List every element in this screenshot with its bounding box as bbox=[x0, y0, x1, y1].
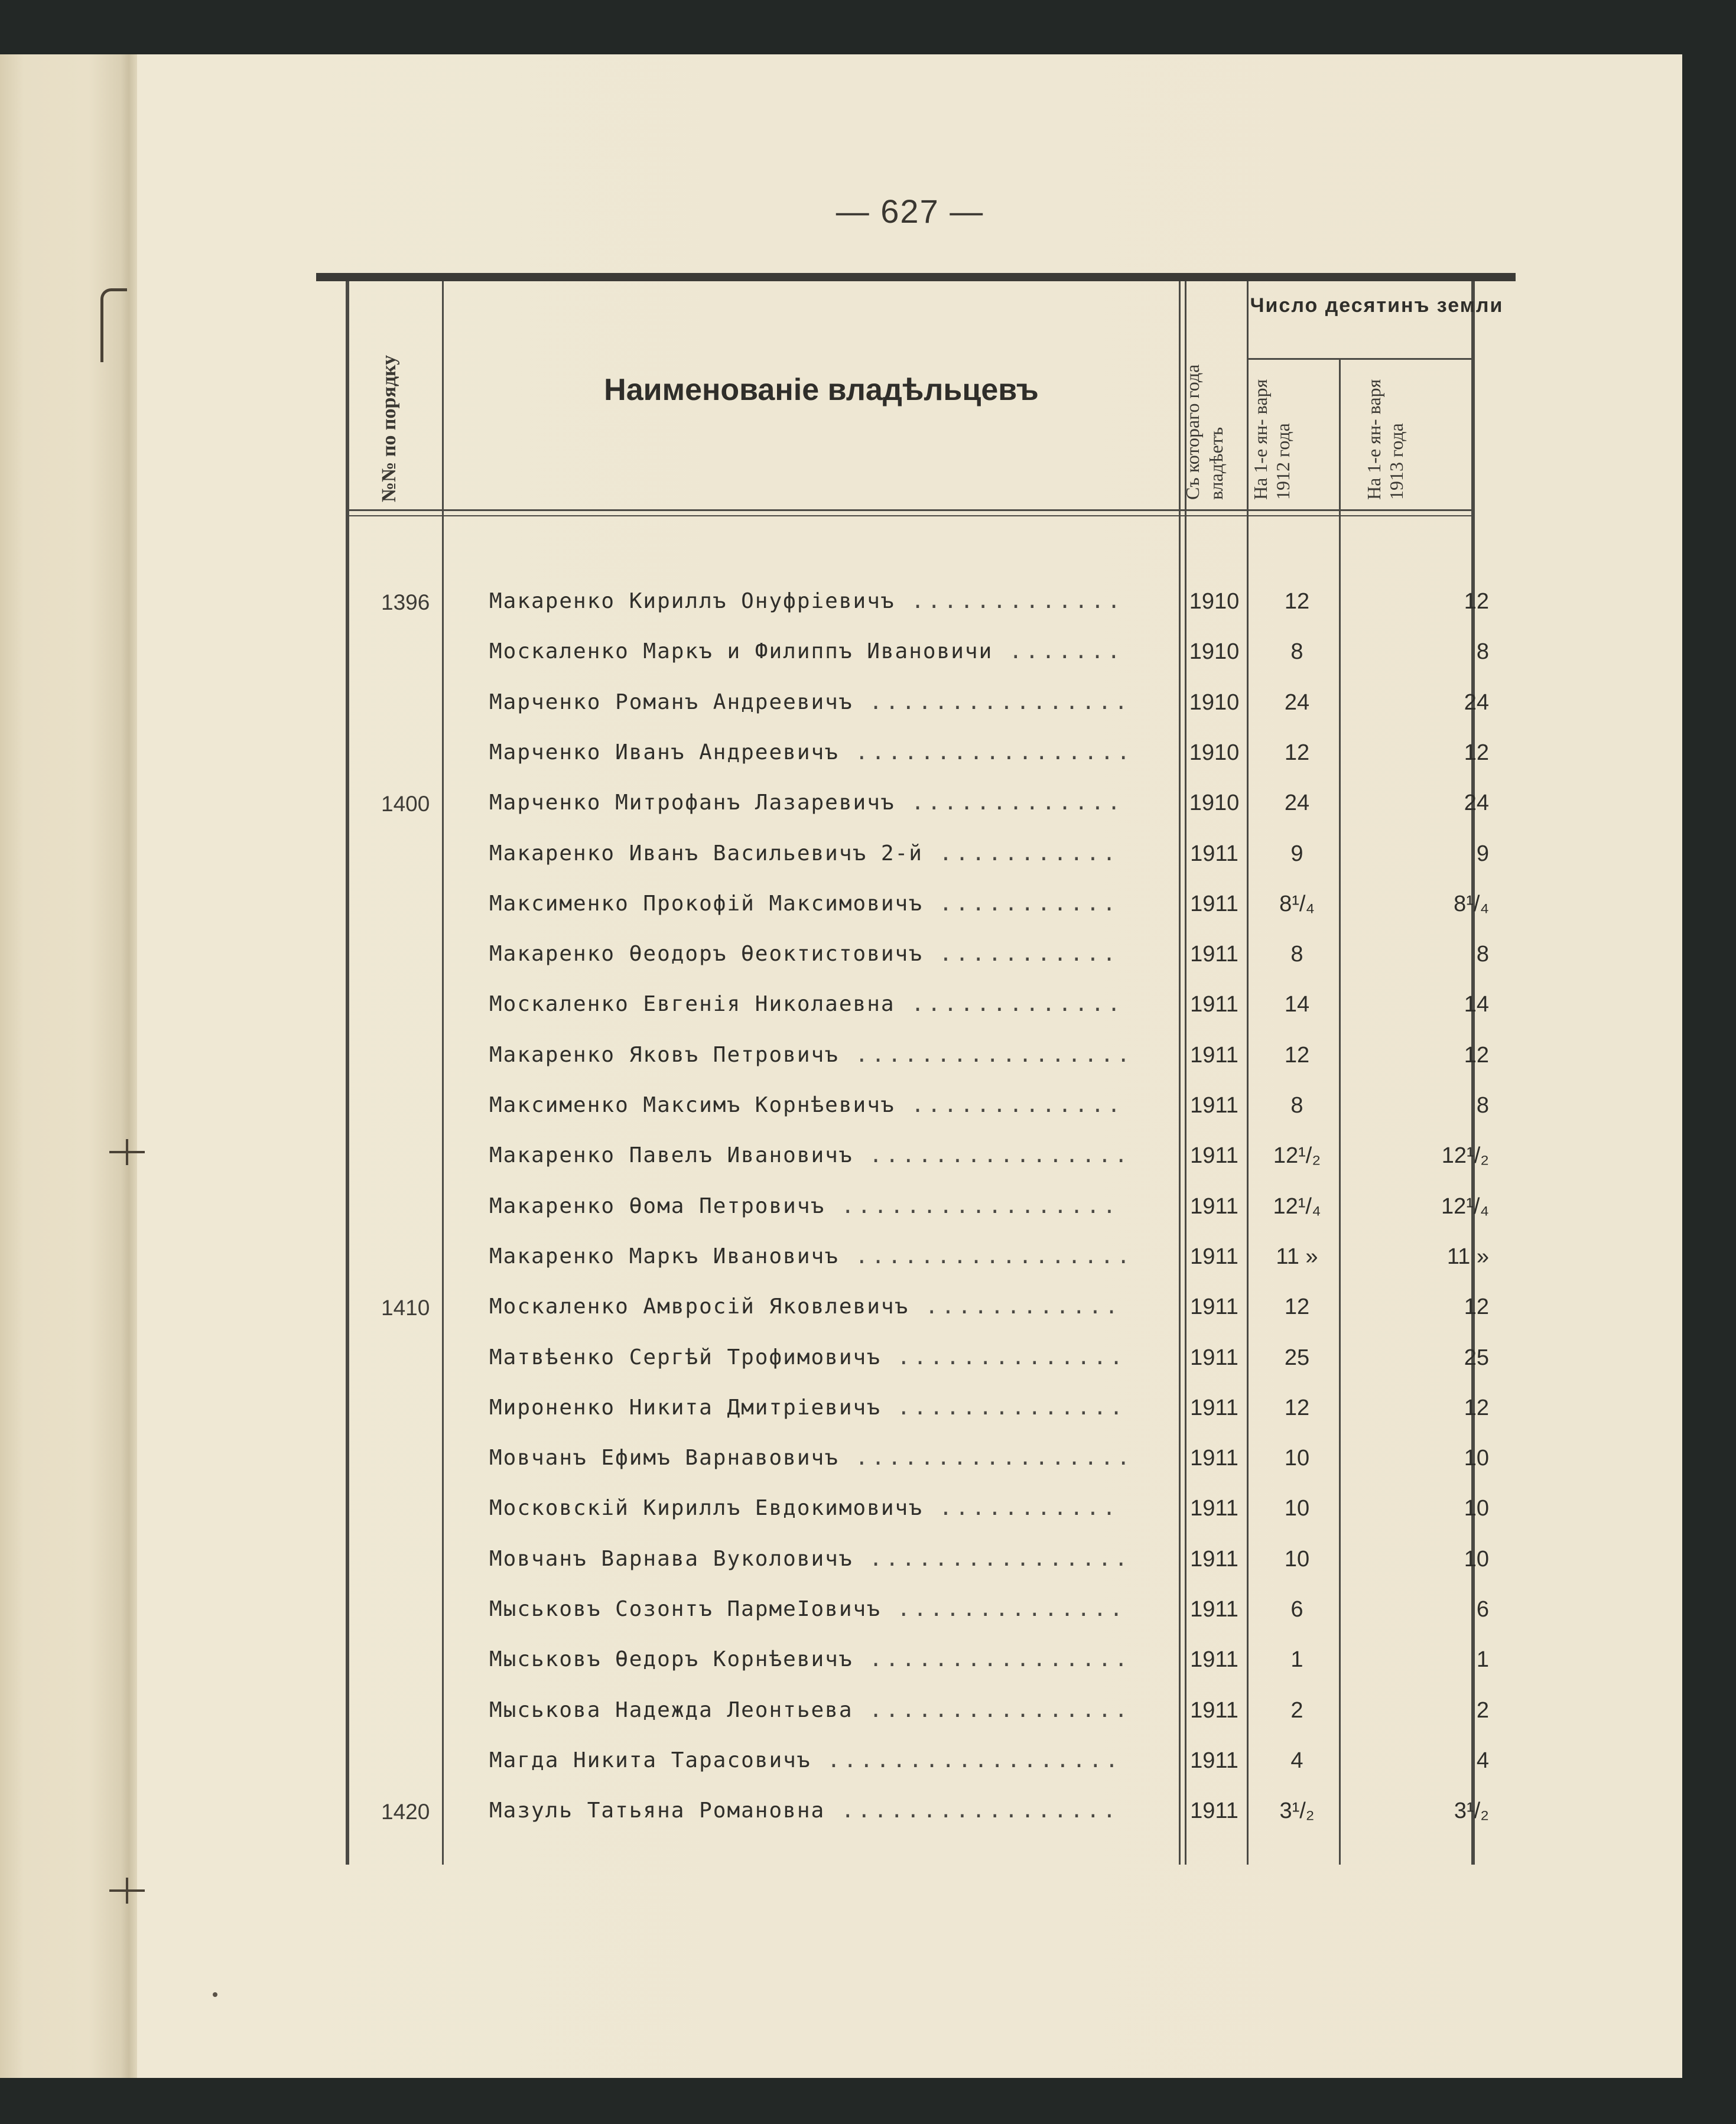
row-desyatin-1912: 10 bbox=[1284, 1496, 1310, 1521]
row-owner-name bbox=[489, 1396, 1494, 1420]
row-desyatin-1913: 1 bbox=[1476, 1647, 1489, 1673]
row-desyatin-1913: 9 bbox=[1476, 841, 1489, 866]
owner-name-text: Мыськовъ Ѳедоръ Корнѣевичъ bbox=[489, 1647, 853, 1672]
row-desyatin-1913: 8¹/₄ bbox=[1454, 891, 1489, 916]
row-owner-name bbox=[489, 1244, 1494, 1268]
owner-name-text: Макаренко Яковъ Петровичъ bbox=[489, 1042, 839, 1067]
group-header-rule bbox=[1247, 358, 1471, 360]
row-desyatin-1913: 12 bbox=[1464, 1395, 1489, 1420]
row-desyatin-1913: 11 » bbox=[1446, 1244, 1489, 1269]
table-row bbox=[331, 1388, 1489, 1430]
row-desyatin-1912: 3¹/₂ bbox=[1279, 1798, 1315, 1824]
row-desyatin-1912: 12 bbox=[1284, 589, 1310, 614]
table-top-rule bbox=[316, 273, 1516, 281]
leader-dots: ....... bbox=[993, 639, 1124, 664]
owner-name-text: Макаренко Ѳома Петровичъ bbox=[489, 1193, 825, 1218]
row-year: 1911 bbox=[1190, 942, 1238, 967]
row-desyatin-1912: 12¹/₂ bbox=[1273, 1143, 1321, 1169]
row-year: 1911 bbox=[1190, 1597, 1238, 1622]
row-owner-name bbox=[489, 1798, 1494, 1823]
header-order-number: №№ по порядку bbox=[378, 354, 400, 502]
owner-name-text: Максименко Максимъ Корнѣевичъ bbox=[489, 1093, 895, 1117]
table-row bbox=[331, 1540, 1489, 1581]
table-row bbox=[331, 1439, 1489, 1480]
row-desyatin-1913: 3¹/₂ bbox=[1454, 1798, 1489, 1824]
header-desyatin-group: Число десятинъ земли bbox=[1250, 294, 1504, 317]
row-desyatin-1913: 8 bbox=[1476, 942, 1489, 967]
row-order-number: 1396 bbox=[381, 590, 430, 614]
row-year: 1910 bbox=[1189, 791, 1240, 816]
row-owner-name bbox=[489, 1345, 1494, 1370]
row-desyatin-1912: 8 bbox=[1290, 639, 1303, 665]
leader-dots: .............. bbox=[880, 1345, 1126, 1370]
row-order-number: 1410 bbox=[381, 1296, 430, 1320]
row-desyatin-1912: 12¹/₄ bbox=[1273, 1193, 1321, 1219]
leader-dots: ................ bbox=[853, 1143, 1131, 1168]
table-row bbox=[331, 1741, 1489, 1783]
owner-name-text: Мовчанъ Варнава Вуколовичъ bbox=[489, 1546, 853, 1571]
row-desyatin-1912: 25 bbox=[1284, 1345, 1310, 1370]
owner-name-text: Матвѣенко Сергѣй Трофимовичъ bbox=[489, 1345, 881, 1370]
leader-dots: ........... bbox=[922, 841, 1119, 866]
row-desyatin-1913: 12 bbox=[1464, 740, 1489, 765]
leader-dots: ............. bbox=[895, 791, 1124, 815]
row-year: 1911 bbox=[1190, 1093, 1238, 1118]
owner-name-text: Москаленко Маркъ и Филиппъ Ивановичи bbox=[489, 639, 993, 664]
row-desyatin-1913: 12 bbox=[1464, 1294, 1489, 1320]
leader-dots: ................ bbox=[853, 1647, 1131, 1672]
row-desyatin-1913: 24 bbox=[1464, 689, 1489, 715]
leader-dots: ........... bbox=[922, 891, 1119, 916]
header-year-since: Съ котораго года владѣетъ bbox=[1182, 364, 1227, 500]
row-year: 1911 bbox=[1190, 1446, 1238, 1471]
table-row bbox=[331, 1237, 1489, 1279]
row-owner-name bbox=[489, 841, 1494, 866]
owner-name-text: Мыськова Надежда Леонтьева bbox=[489, 1697, 853, 1722]
leader-dots: ................. bbox=[825, 1798, 1120, 1823]
row-desyatin-1913: 12 bbox=[1464, 1042, 1489, 1068]
row-order-number: 1420 bbox=[381, 1800, 430, 1824]
row-desyatin-1912: 4 bbox=[1290, 1748, 1303, 1773]
leader-dots: ........... bbox=[922, 1496, 1119, 1521]
row-desyatin-1912: 11 » bbox=[1276, 1244, 1318, 1269]
row-desyatin-1912: 8 bbox=[1290, 942, 1303, 967]
row-owner-name bbox=[489, 1748, 1494, 1772]
owner-name-text: Макаренко Кириллъ Онуфріевичъ bbox=[489, 589, 895, 613]
row-desyatin-1912: 6 bbox=[1290, 1597, 1303, 1622]
leader-dots: ................. bbox=[838, 1446, 1133, 1471]
owner-name-text: Москаленко Евгенія Николаевна bbox=[489, 992, 895, 1017]
row-desyatin-1913: 25 bbox=[1464, 1345, 1489, 1370]
table-row bbox=[331, 632, 1489, 674]
leader-dots: .................. bbox=[811, 1748, 1122, 1772]
table-row bbox=[331, 935, 1489, 976]
table-row bbox=[331, 683, 1489, 724]
owner-name-text: Макаренко Иванъ Васильевичъ 2-й bbox=[489, 841, 923, 866]
leader-dots: ................ bbox=[853, 1697, 1131, 1722]
header-owner-name: Наименованіе владѣльцевъ bbox=[604, 373, 1039, 407]
row-desyatin-1913: 8 bbox=[1476, 1093, 1489, 1118]
row-desyatin-1912: 14 bbox=[1284, 992, 1310, 1017]
row-desyatin-1912: 2 bbox=[1290, 1697, 1303, 1723]
row-desyatin-1912: 1 bbox=[1290, 1647, 1303, 1673]
row-order-number: 1400 bbox=[381, 792, 430, 817]
row-desyatin-1913: 2 bbox=[1476, 1697, 1489, 1723]
spine-shadow bbox=[0, 54, 24, 2078]
header-jan-1913: На 1-е ян- варя 1913 года bbox=[1363, 379, 1407, 500]
owner-name-text: Мыськовъ Созонтъ ПармеIовичъ bbox=[489, 1597, 881, 1621]
row-desyatin-1912: 24 bbox=[1284, 689, 1310, 715]
row-year: 1910 bbox=[1189, 689, 1240, 715]
row-year: 1910 bbox=[1189, 740, 1240, 765]
table-row bbox=[331, 985, 1489, 1026]
owner-name-text: Москаленко Амвросій Яковлевичъ bbox=[489, 1294, 909, 1319]
leader-dots: ................. bbox=[838, 740, 1133, 765]
binding-mark-vertical bbox=[126, 1139, 128, 1165]
table-row bbox=[331, 884, 1489, 926]
row-desyatin-1912: 9 bbox=[1290, 841, 1303, 866]
row-desyatin-1913: 12 bbox=[1464, 589, 1489, 614]
row-year: 1911 bbox=[1190, 1647, 1238, 1673]
table-row bbox=[331, 834, 1489, 876]
owner-name-text: Мазуль Татьяна Романовна bbox=[489, 1798, 825, 1823]
row-desyatin-1912: 12 bbox=[1284, 1042, 1310, 1068]
row-desyatin-1913: 6 bbox=[1476, 1597, 1489, 1622]
row-year: 1911 bbox=[1190, 1193, 1238, 1219]
leader-dots: ............. bbox=[895, 992, 1124, 1017]
leader-dots: ................ bbox=[853, 1546, 1131, 1571]
leader-dots: ................. bbox=[838, 1244, 1133, 1268]
owner-name-text: Макаренко Ѳеодоръ Ѳеоктистовичъ bbox=[489, 942, 923, 967]
leader-dots: ............. bbox=[895, 1093, 1124, 1117]
row-year: 1911 bbox=[1190, 1697, 1238, 1723]
row-owner-name bbox=[489, 1547, 1494, 1571]
owner-name-text: Московскій Кириллъ Евдокимовичъ bbox=[489, 1496, 923, 1521]
leader-dots: ............ bbox=[909, 1294, 1121, 1319]
row-owner-name bbox=[489, 1194, 1494, 1218]
table-row bbox=[331, 1086, 1489, 1127]
owner-name-text: Макаренко Павелъ Ивановичъ bbox=[489, 1143, 853, 1168]
table-row bbox=[331, 783, 1489, 825]
row-owner-name bbox=[489, 1093, 1494, 1117]
row-owner-name bbox=[489, 791, 1494, 815]
row-year: 1911 bbox=[1190, 1294, 1238, 1320]
row-year: 1911 bbox=[1190, 1748, 1238, 1773]
row-desyatin-1912: 10 bbox=[1284, 1446, 1310, 1471]
owner-name-text: Марченко Романъ Андреевичъ bbox=[489, 689, 853, 714]
table-row bbox=[331, 582, 1489, 623]
leader-dots: .............. bbox=[880, 1395, 1126, 1420]
row-owner-name bbox=[489, 942, 1494, 966]
table-row bbox=[331, 733, 1489, 775]
row-year: 1910 bbox=[1189, 639, 1240, 665]
row-desyatin-1913: 8 bbox=[1476, 639, 1489, 665]
row-desyatin-1912: 12 bbox=[1284, 740, 1310, 765]
table-row bbox=[331, 1036, 1489, 1077]
table-row bbox=[331, 1489, 1489, 1530]
row-year: 1911 bbox=[1190, 1042, 1238, 1068]
row-year: 1911 bbox=[1190, 891, 1238, 916]
row-year: 1911 bbox=[1190, 841, 1238, 866]
row-desyatin-1912: 10 bbox=[1284, 1546, 1310, 1572]
table-row bbox=[331, 1187, 1489, 1228]
leader-dots: .............. bbox=[880, 1597, 1126, 1621]
paper-speck bbox=[213, 1992, 217, 1997]
owner-name-text: Макаренко Маркъ Ивановичъ bbox=[489, 1244, 839, 1268]
row-desyatin-1913: 10 bbox=[1464, 1546, 1489, 1572]
table-row bbox=[331, 1338, 1489, 1380]
leader-dots: ............. bbox=[895, 589, 1124, 613]
row-desyatin-1913: 4 bbox=[1476, 1748, 1489, 1773]
row-year: 1911 bbox=[1190, 992, 1238, 1017]
row-owner-name bbox=[489, 1647, 1494, 1671]
row-year: 1911 bbox=[1190, 1546, 1238, 1572]
row-desyatin-1913: 14 bbox=[1464, 992, 1489, 1017]
row-owner-name bbox=[489, 1294, 1494, 1319]
row-year: 1911 bbox=[1190, 1496, 1238, 1521]
header-jan-1912: На 1-е ян- варя 1912 года bbox=[1250, 379, 1293, 500]
row-owner-name bbox=[489, 690, 1494, 714]
row-owner-name bbox=[489, 1496, 1494, 1520]
row-year: 1911 bbox=[1190, 1244, 1238, 1269]
table-row bbox=[331, 1287, 1489, 1329]
row-owner-name bbox=[489, 1446, 1494, 1470]
leader-dots: ................. bbox=[838, 1042, 1133, 1067]
row-year: 1911 bbox=[1190, 1345, 1238, 1370]
header-bottom-rule bbox=[346, 509, 1471, 511]
binding-mark-vertical bbox=[126, 1878, 128, 1904]
row-desyatin-1912: 8 bbox=[1290, 1093, 1303, 1118]
owner-name-text: Марченко Митрофанъ Лазаревичъ bbox=[489, 791, 895, 815]
leader-dots: ................ bbox=[853, 689, 1131, 714]
row-owner-name bbox=[489, 639, 1494, 663]
row-desyatin-1913: 10 bbox=[1464, 1496, 1489, 1521]
page-number: — 627 — bbox=[836, 193, 984, 230]
owner-name-text: Мироненко Никита Дмитріевичъ bbox=[489, 1395, 881, 1420]
row-owner-name bbox=[489, 589, 1494, 613]
row-desyatin-1913: 10 bbox=[1464, 1446, 1489, 1471]
row-owner-name bbox=[489, 892, 1494, 916]
row-owner-name bbox=[489, 740, 1494, 765]
table-row bbox=[331, 1136, 1489, 1178]
row-owner-name bbox=[489, 1698, 1494, 1722]
header-bottom-rule-double bbox=[346, 515, 1471, 516]
row-desyatin-1913: 24 bbox=[1464, 791, 1489, 816]
row-year: 1911 bbox=[1190, 1395, 1238, 1420]
row-owner-name bbox=[489, 1597, 1494, 1621]
binding-clip-mark bbox=[100, 288, 127, 362]
owner-name-text: Магда Никита Тарасовичъ bbox=[489, 1748, 811, 1772]
row-owner-name bbox=[489, 992, 1494, 1016]
row-year: 1911 bbox=[1190, 1798, 1238, 1824]
table-row bbox=[331, 1691, 1489, 1732]
row-desyatin-1912: 24 bbox=[1284, 791, 1310, 816]
row-owner-name bbox=[489, 1143, 1494, 1167]
row-desyatin-1913: 12¹/₄ bbox=[1441, 1193, 1489, 1219]
row-desyatin-1912: 12 bbox=[1284, 1294, 1310, 1320]
row-desyatin-1912: 12 bbox=[1284, 1395, 1310, 1420]
row-owner-name bbox=[489, 1043, 1494, 1067]
owner-name-text: Мовчанъ Ефимъ Варнавовичъ bbox=[489, 1446, 839, 1471]
leader-dots: ........... bbox=[922, 942, 1119, 967]
row-desyatin-1912: 8¹/₄ bbox=[1279, 891, 1315, 916]
table-row bbox=[331, 1640, 1489, 1681]
row-year: 1911 bbox=[1190, 1143, 1238, 1169]
row-year: 1910 bbox=[1189, 589, 1240, 614]
leader-dots: ................. bbox=[825, 1193, 1120, 1218]
table-row bbox=[331, 1590, 1489, 1631]
table-row bbox=[331, 1791, 1489, 1833]
row-desyatin-1913: 12¹/₂ bbox=[1441, 1143, 1489, 1169]
owner-name-text: Максименко Прокофій Максимовичъ bbox=[489, 891, 923, 916]
owner-name-text: Марченко Иванъ Андреевичъ bbox=[489, 740, 839, 765]
